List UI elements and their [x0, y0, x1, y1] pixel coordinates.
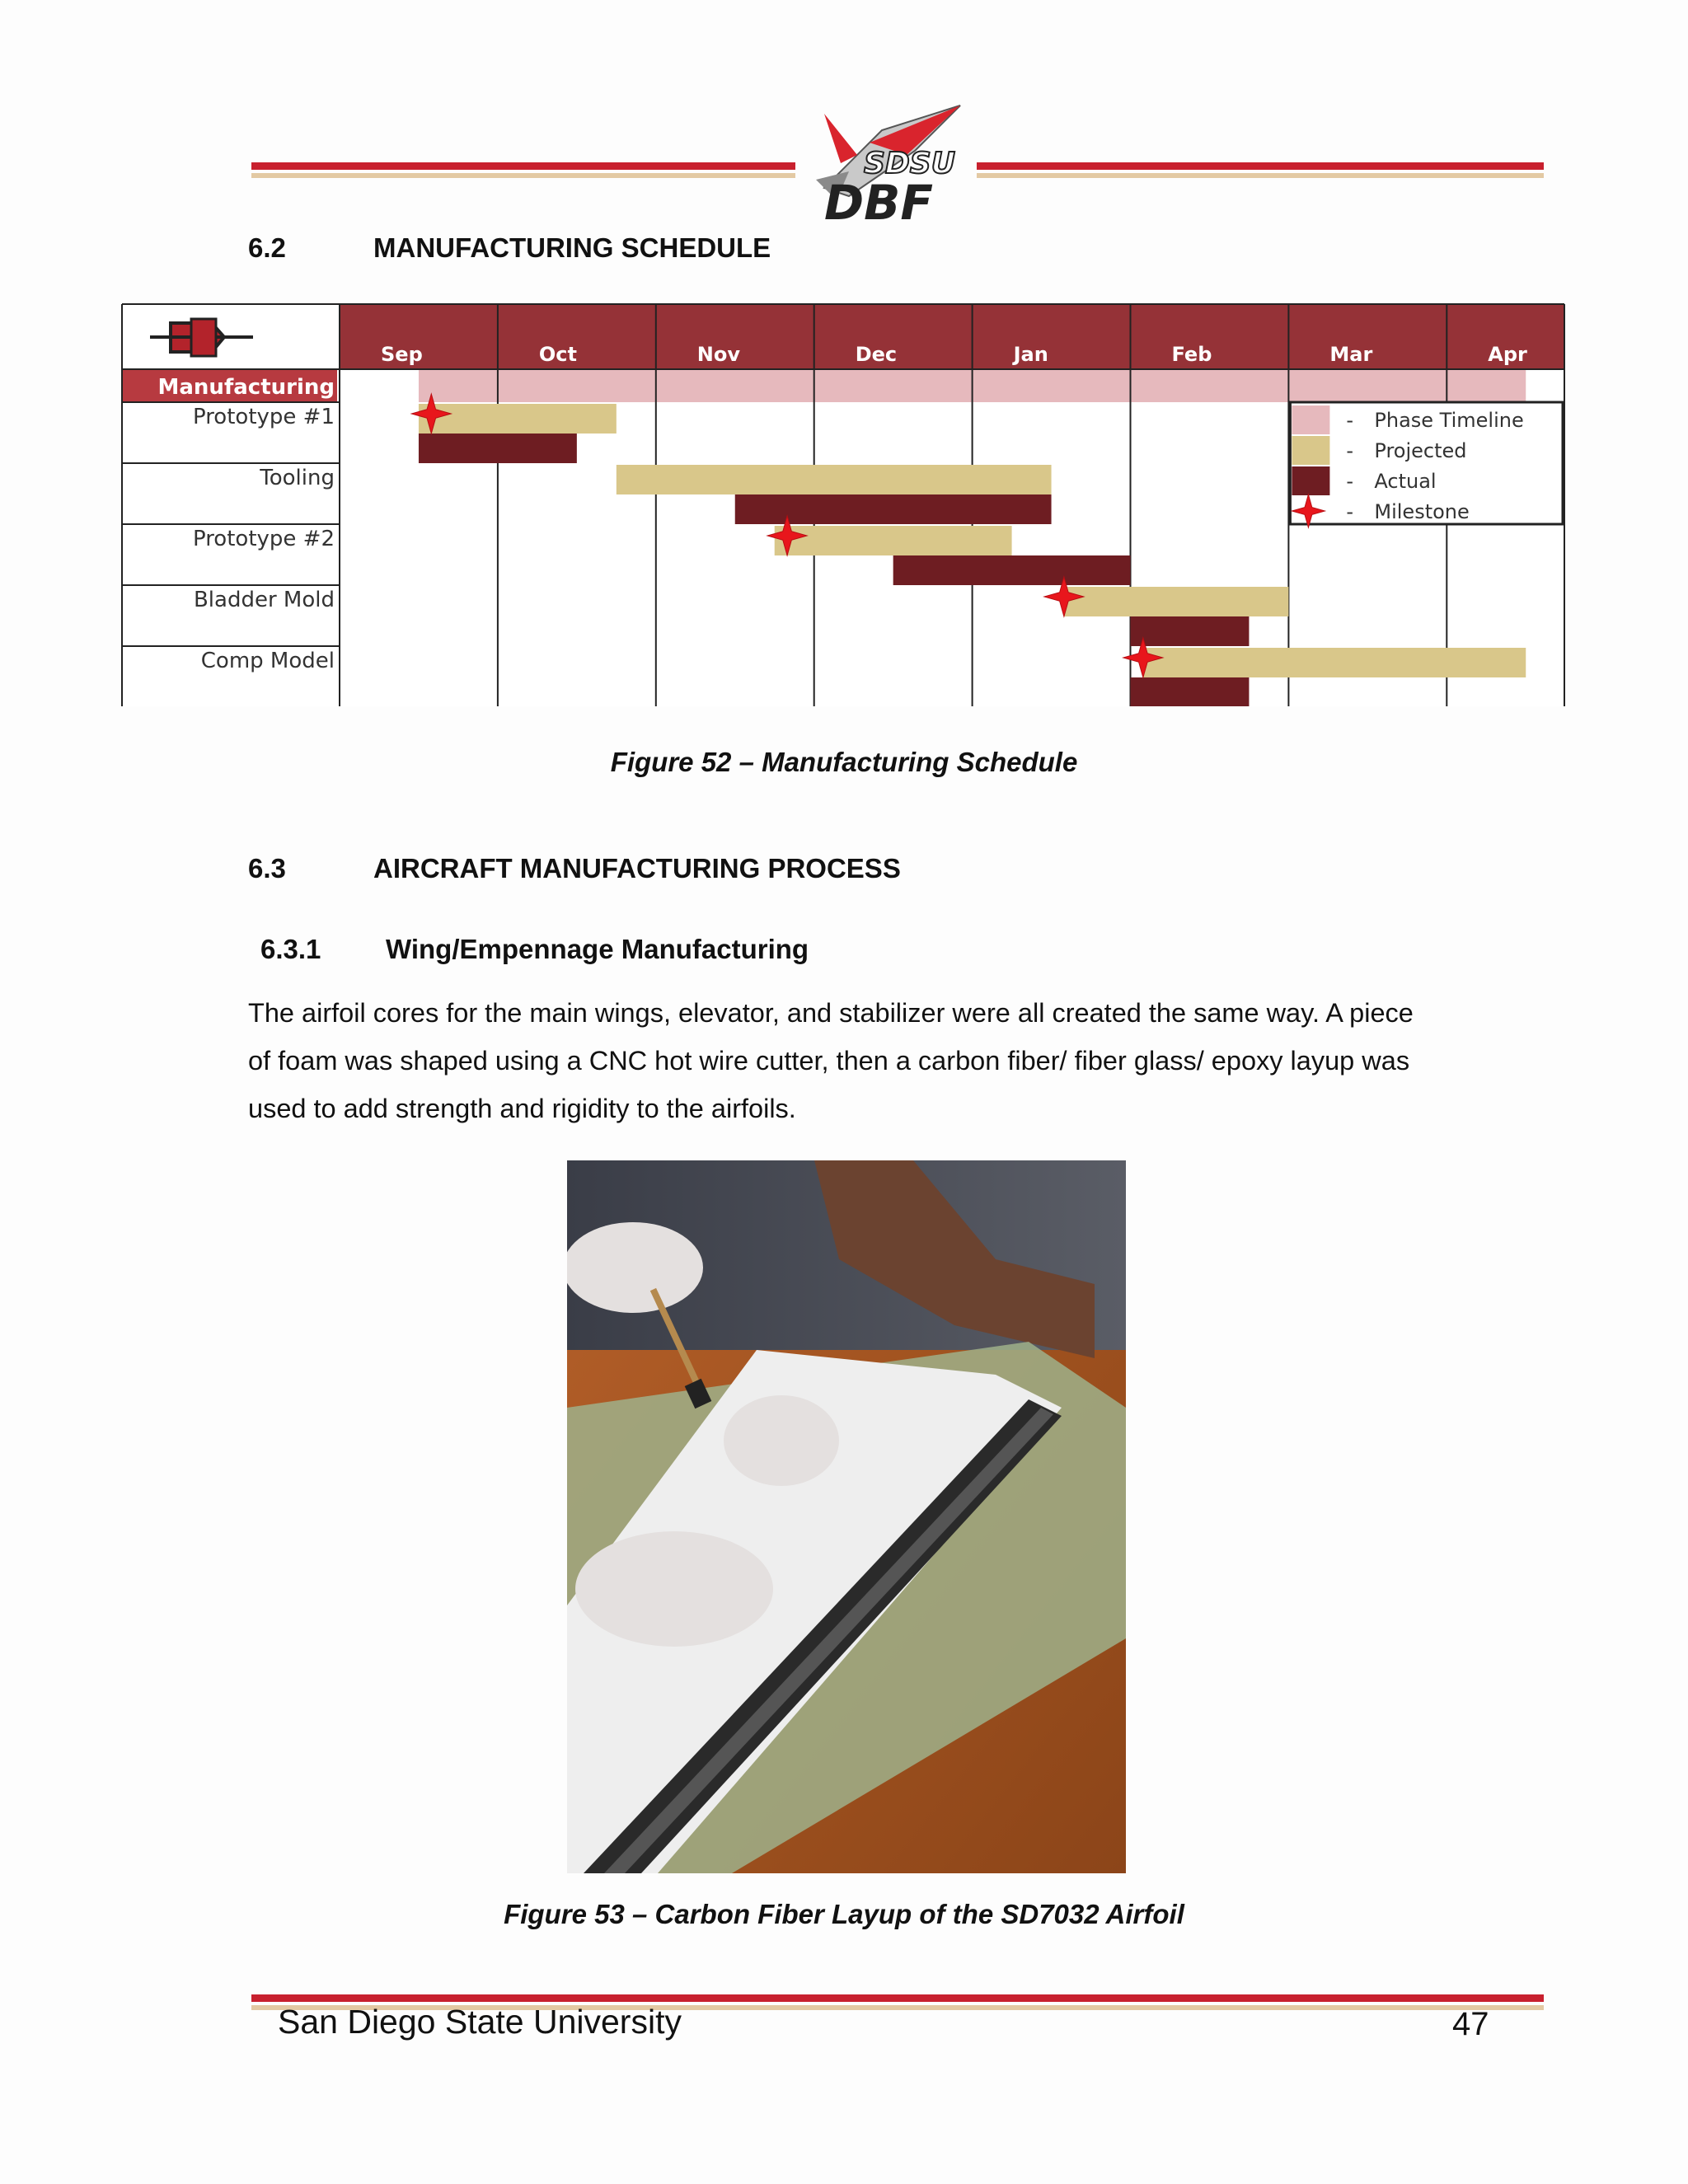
month-label: Mar	[1329, 343, 1373, 366]
month-label: Oct	[538, 343, 578, 366]
month-label: Dec	[855, 343, 898, 366]
paragraph-line-1: The airfoil cores for the main wings, elevator, and stabilizer were all created the same way. A piece	[248, 998, 1414, 1028]
legend-dash: -	[1346, 409, 1354, 432]
month-label: Sep	[381, 343, 423, 366]
month-label: Apr	[1488, 343, 1527, 366]
section-6-2-number: 6.2	[248, 232, 286, 263]
paragraph-line-3: used to add strength and rigidity to the airfoils.	[248, 1094, 796, 1123]
footer-rule-red	[251, 1994, 1544, 2002]
month-label: Jan	[1013, 343, 1048, 366]
projected-bar	[775, 526, 1012, 555]
projected-bar	[617, 465, 1052, 494]
task-label: Prototype #2	[192, 527, 335, 551]
actual-bar	[1131, 677, 1250, 706]
legend-swatch	[1292, 466, 1329, 495]
month-label: Nov	[696, 343, 741, 366]
sdsu-dbf-logo	[791, 97, 981, 229]
figure-53-caption: Figure 53 – Carbon Fiber Layup of the SD7032 Airfoil	[504, 1899, 1184, 1929]
task-label: Prototype #1	[192, 405, 335, 429]
figure-52-caption: Figure 52 – Manufacturing Schedule	[610, 747, 1078, 777]
month-label: Feb	[1171, 343, 1212, 366]
legend-label: Projected	[1374, 439, 1467, 462]
actual-bar	[893, 555, 1131, 585]
section-6-3-title: AIRCRAFT MANUFACTURING PROCESS	[373, 853, 901, 883]
actual-bar	[419, 434, 577, 463]
legend-dash: -	[1346, 500, 1354, 523]
section-6-3-1-number: 6.3.1	[260, 934, 321, 964]
sdsu-logo-shield	[191, 319, 216, 356]
task-label: Tooling	[260, 466, 335, 490]
paragraph-line-2: of foam was shaped using a CNC hot wire cutter, then a carbon fiber/ fiber glass/ epoxy layup was	[248, 1046, 1410, 1076]
legend-dash: -	[1346, 439, 1354, 462]
projected-bar	[1143, 648, 1526, 677]
actual-bar	[1131, 616, 1250, 646]
projected-bar	[1064, 587, 1288, 616]
legend-label: Milestone	[1374, 500, 1470, 523]
header-rule-red-left	[251, 162, 795, 170]
phase-label: Manufacturing	[157, 375, 335, 400]
section-6-2-title: MANUFACTURING SCHEDULE	[373, 232, 771, 263]
header-rule-red-right	[977, 162, 1544, 170]
header-rule-tan-right	[977, 173, 1544, 178]
task-label: Bladder Mold	[193, 588, 335, 612]
legend-swatch	[1292, 436, 1329, 465]
logo-text-top: SDSU	[864, 147, 955, 180]
section-6-3-1-title: Wing/Empennage Manufacturing	[386, 934, 809, 964]
section-6-3-number: 6.3	[248, 853, 286, 883]
legend-label: Actual	[1374, 470, 1437, 493]
actual-bar	[735, 494, 1052, 524]
legend-dash: -	[1346, 470, 1354, 493]
projected-bar	[419, 404, 617, 434]
legend-swatch	[1292, 405, 1329, 434]
carbon-fiber-layup-photo	[567, 1160, 1126, 1873]
footer-page-number: 47	[1452, 2006, 1489, 2042]
paragraph	[248, 989, 1501, 1132]
footer-university: San Diego State University	[278, 2003, 682, 2041]
manufacturing-schedule-chart	[121, 302, 1568, 706]
header-rule-tan-left	[251, 173, 795, 178]
month-header-cell	[973, 304, 1131, 369]
task-label: Comp Model	[200, 649, 335, 673]
logo-text-bottom: DBF	[824, 175, 933, 229]
legend-label: Phase Timeline	[1374, 409, 1524, 432]
